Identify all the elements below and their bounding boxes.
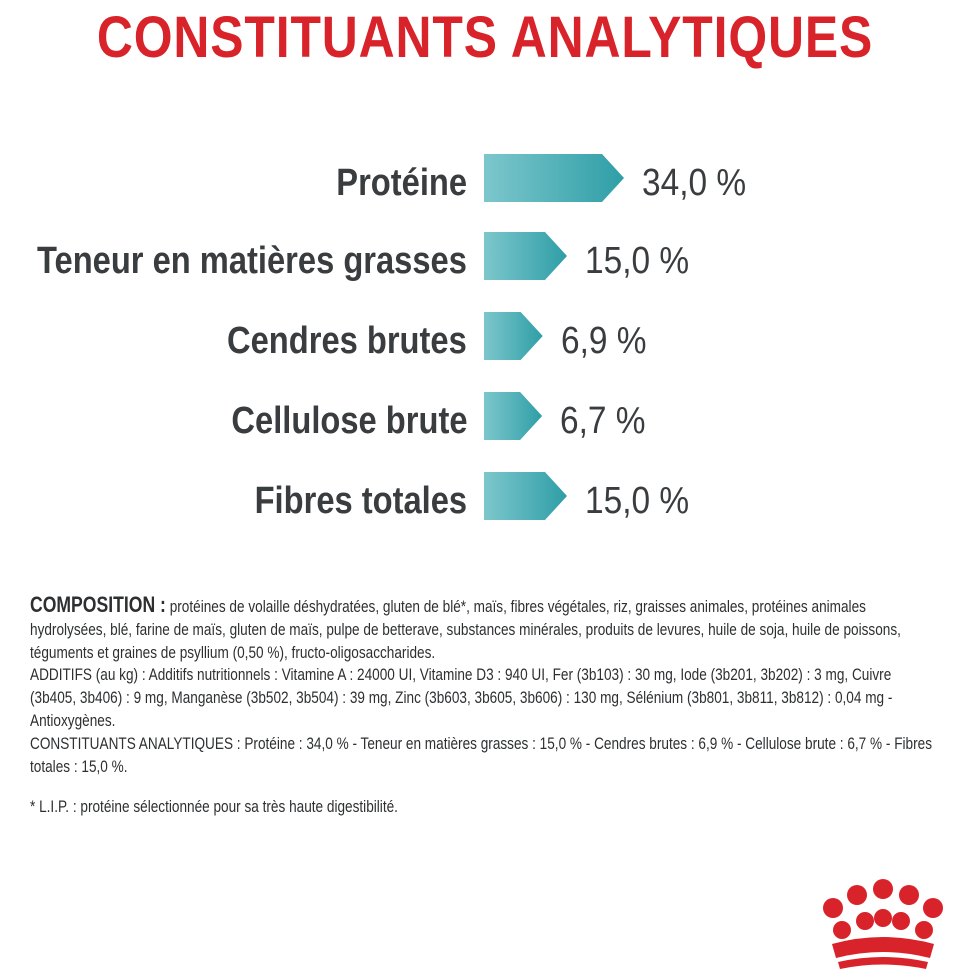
crown-dot bbox=[892, 912, 910, 930]
bar-svg bbox=[484, 472, 569, 522]
composition-text: protéines de volaille déshydratées, gluten de blé*, maïs, fibres végétales, riz, graisses animales, protéines animales hydrolysées, blé, farine de maïs, gluten de maïs, pulpe de betterave, substances minérales, produits de levures, huile de soja, huile de poissons, téguments et graines de psyllium (0,50 %), fructo-oligosaccharides. bbox=[30, 597, 901, 662]
bar bbox=[484, 154, 624, 202]
crown-dot bbox=[856, 912, 874, 930]
bar-value-label: 15,0 % bbox=[585, 480, 690, 522]
bar-row bbox=[0, 154, 970, 214]
royal-canin-crown-logo bbox=[808, 878, 958, 976]
composition-heading: COMPOSITION : bbox=[30, 592, 166, 617]
bar-value-label: 15,0 % bbox=[585, 240, 690, 282]
crown-dot bbox=[915, 921, 933, 939]
bar-label: Fibres totales bbox=[254, 480, 467, 522]
crown-dot bbox=[833, 921, 851, 939]
bar-value-label: 6,9 % bbox=[560, 320, 647, 362]
crown-dot bbox=[923, 898, 943, 918]
bar-label: Cendres brutes bbox=[227, 320, 467, 362]
crown-band bbox=[832, 937, 934, 958]
footnote-text: * L.I.P. : protéine sélectionnée pour sa très haute digestibilité. bbox=[30, 797, 398, 817]
bar-label: Cellulose brute bbox=[230, 400, 467, 442]
bar-svg bbox=[484, 392, 545, 442]
bar-value-label: 6,7 % bbox=[560, 400, 646, 442]
crown-base bbox=[838, 957, 928, 969]
bar bbox=[484, 312, 543, 360]
bar-row bbox=[0, 232, 970, 292]
bar-svg bbox=[484, 312, 545, 362]
crown-logo-icon bbox=[808, 878, 958, 971]
additives-text: ADDITIFS (au kg) : Additifs nutritionnels : Vitamine A : 24000 UI, Vitamine D3 : 940 UI, Fer (3b103) : 30 mg, Iode (3b201, 3b202) : 3 mg, Cuivre (3b405, 3b406) : 9 mg, Manganèse (3b502, 3b504) : 39 mg, Zinc (3b603, 3b605, 3b606) : 130 mg, Sélénium (3b801, 3b811, 3b812) : 0,04 mg - Antioxygènes. bbox=[30, 665, 893, 730]
crown-dot bbox=[823, 898, 843, 918]
bar-row bbox=[0, 472, 970, 532]
page-title: CONSTITUANTS ANALYTIQUES bbox=[96, 5, 874, 70]
composition-paragraph bbox=[30, 594, 934, 664]
crown-dot bbox=[847, 885, 867, 905]
crown-dot bbox=[874, 909, 892, 927]
analytics-text: CONSTITUANTS ANALYTIQUES : Protéine : 34,0 % - Teneur en matières grasses : 15,0 % - Cendres brutes : 6,9 % - Cellulose brute : 6,7 % - Fibres totales : 15,0 %. bbox=[30, 733, 932, 776]
bar bbox=[484, 232, 567, 280]
bar-svg bbox=[484, 232, 569, 282]
bar-value-label: 34,0 % bbox=[642, 162, 747, 204]
crown-dot bbox=[873, 879, 893, 899]
bar-svg bbox=[484, 154, 626, 204]
bar-row bbox=[0, 312, 970, 372]
bar-row bbox=[0, 392, 970, 452]
composition-section bbox=[30, 594, 935, 819]
bar-label: Teneur en matières grasses bbox=[37, 240, 467, 282]
crown-dot bbox=[899, 885, 919, 905]
bar bbox=[484, 472, 567, 520]
bar bbox=[484, 392, 542, 440]
bar-label: Protéine bbox=[336, 162, 467, 204]
